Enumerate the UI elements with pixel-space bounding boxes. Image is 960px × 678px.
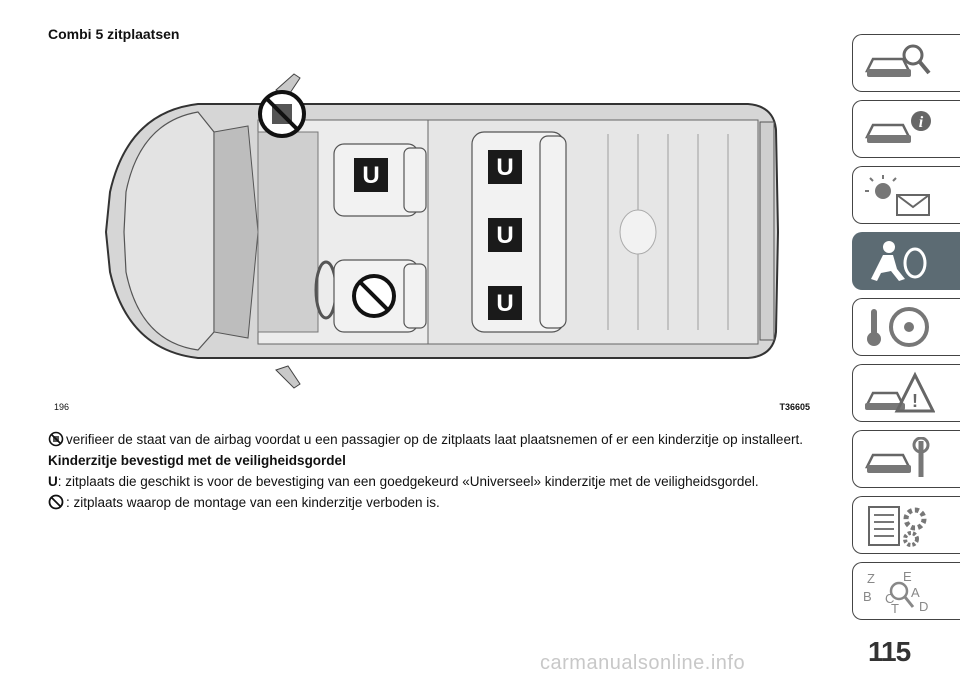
figure-number: 196 <box>54 402 70 412</box>
figure-code: T36605 <box>779 402 810 412</box>
svg-text:Z: Z <box>867 571 875 586</box>
svg-text:E: E <box>903 569 912 584</box>
svg-text:U: U <box>496 290 514 317</box>
airbag-warning-icon <box>48 431 64 447</box>
car-search-icon <box>863 41 935 85</box>
car-wrench-icon <box>863 437 935 481</box>
universal-seat-marker <box>354 158 388 192</box>
page-number: 115 <box>868 636 911 667</box>
svg-text:B: B <box>863 589 872 604</box>
svg-text:i: i <box>918 114 924 131</box>
tab-emergency[interactable] <box>852 364 960 422</box>
tab-warning-lights[interactable] <box>852 166 960 224</box>
svg-text:U: U <box>496 154 514 181</box>
no-child-seat-icon <box>354 276 394 316</box>
u-letter: U <box>48 474 58 489</box>
airbag-safety-icon <box>863 239 935 283</box>
key-steering-wheel-icon <box>863 305 935 349</box>
airbag-warning-icon <box>260 92 304 136</box>
svg-text:A: A <box>911 585 920 600</box>
car-info-icon <box>863 107 935 151</box>
svg-text:C: C <box>885 591 895 606</box>
section-title: Combi 5 zitplaatsen <box>48 26 180 42</box>
tab-maintenance[interactable] <box>852 430 960 488</box>
tab-technical-data[interactable] <box>852 496 960 554</box>
section-heading: Kinderzitje bevestigd met de veiligheidsgordel <box>48 453 346 468</box>
tab-safety[interactable] <box>852 232 960 290</box>
svg-text:T: T <box>891 601 899 613</box>
car-warning-triangle-icon <box>863 371 935 415</box>
tab-starting-driving[interactable] <box>852 298 960 356</box>
svg-text:U: U <box>362 162 380 189</box>
van-seating-diagram <box>48 52 818 420</box>
warning-light-message-icon <box>863 173 935 217</box>
svg-text:U: U <box>496 222 514 249</box>
universal-seat-marker <box>488 218 522 252</box>
svg-text:D: D <box>919 599 929 613</box>
forbidden-seat-explanation: : zitplaats waarop de montage van een kinderzitje verboden is. <box>48 494 828 512</box>
alphabetical-index-icon <box>863 569 935 613</box>
watermark: carmanualsonline.info <box>540 652 746 674</box>
tab-car-search[interactable] <box>852 34 960 92</box>
universal-seat-marker <box>488 150 522 184</box>
tab-car-info[interactable] <box>852 100 960 158</box>
no-child-seat-icon <box>48 494 64 510</box>
universal-seat-explanation: U: zitplaats die geschikt is voor de bevestiging van een goedgekeurd «Universeel» kinderzitje met de veiligheidsgordel. <box>48 474 759 489</box>
airbag-note: verifieer de staat van de airbag voordat u een passagier op de zitplaats laat plaatsnemen of er een kinderzitje op installeert. <box>48 431 828 449</box>
van-top-view-illustration <box>48 52 818 420</box>
universal-seat-marker <box>488 286 522 320</box>
tab-index[interactable] <box>852 562 960 620</box>
specifications-gear-icon <box>863 503 935 547</box>
svg-text:!: ! <box>912 391 918 411</box>
